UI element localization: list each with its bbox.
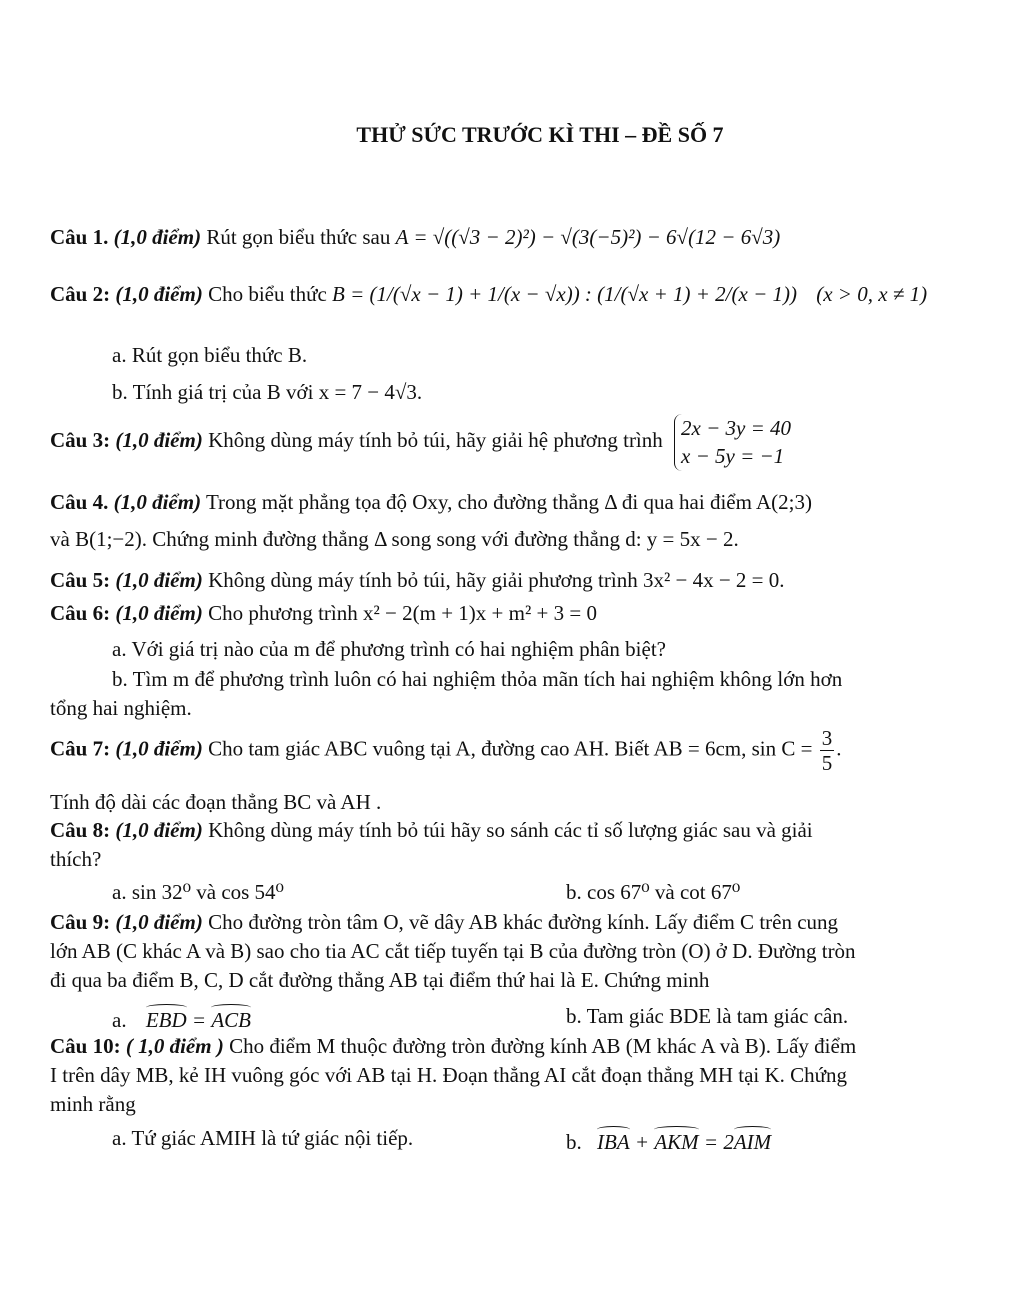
question-8 bbox=[50, 818, 813, 843]
q7-fraction bbox=[820, 726, 835, 775]
q7-text: Cho tam giác ABC vuông tại A, đường cao AH. Biết AB = 6cm, sin C = bbox=[208, 736, 813, 761]
q3-system bbox=[674, 414, 791, 471]
q9-line1: Cho đường tròn tâm O, vẽ dây AB khác đường kính. Lấy điểm C trên cung bbox=[208, 910, 839, 934]
q2-part-b: b. Tính giá trị của B với x = 7 − 4√3. bbox=[112, 380, 423, 404]
q10-b-term2: AKM bbox=[654, 1126, 698, 1155]
q1-points: (1,0 điểm) bbox=[113, 225, 202, 249]
q8-part-b: b. cos 67⁰ và cot 67⁰ bbox=[566, 880, 741, 904]
question-1 bbox=[50, 225, 780, 250]
q5-label: Câu 5: bbox=[50, 568, 111, 592]
q9-line3: đi qua ba điểm B, C, D cắt đường thẳng AB tại điểm thứ hai là E. Chứng minh bbox=[50, 968, 710, 992]
q1-text: Rút gọn biểu thức sau bbox=[206, 225, 391, 249]
q6-points: (1,0 điểm) bbox=[115, 601, 203, 625]
q10-part-a: a. Tứ giác AMIH là tứ giác nội tiếp. bbox=[112, 1126, 414, 1150]
question-7 bbox=[50, 726, 841, 775]
q7-points: (1,0 điểm) bbox=[115, 736, 203, 761]
q8-line2: thích? bbox=[50, 847, 102, 871]
q4-points: (1,0 điểm) bbox=[113, 490, 202, 514]
q10-line2: I trên dây MB, kẻ IH vuông góc với AB tại H. Đoạn thẳng AI cắt đoạn thẳng MH tại K. Chứng bbox=[50, 1063, 848, 1087]
q3-points: (1,0 điểm) bbox=[115, 428, 203, 453]
question-9 bbox=[50, 910, 838, 935]
q9-line2: lớn AB (C khác A và B) sao cho tia AC cắt tiếp tuyến tại B của đường tròn (O) ở D. Đường tròn bbox=[50, 939, 856, 963]
q10-b-eq: = 2 bbox=[698, 1130, 734, 1154]
q10-points: ( 1,0 điểm ) bbox=[125, 1034, 224, 1058]
q10-label: Câu 10: bbox=[50, 1034, 121, 1058]
q9-label: Câu 9: bbox=[50, 910, 111, 934]
question-3 bbox=[50, 414, 791, 471]
q5-text: Không dùng máy tính bỏ túi, hãy giải phương trình 3x² − 4x − 2 = 0. bbox=[208, 568, 785, 592]
q7-numerator: 3 bbox=[821, 726, 833, 750]
q6-part-b-line2: tổng hai nghiệm. bbox=[50, 696, 192, 720]
q8-label: Câu 8: bbox=[50, 818, 111, 842]
q9-a-eq: = bbox=[186, 1008, 212, 1032]
q10-part-b bbox=[566, 1126, 771, 1155]
q10-line1: Cho điểm M thuộc đường tròn đường kính AB (M khác A và B). Lấy điểm bbox=[229, 1034, 857, 1058]
question-6 bbox=[50, 601, 597, 626]
q3-eq2: x − 5y = −1 bbox=[681, 444, 785, 469]
q1-label: Câu 1. bbox=[50, 225, 109, 249]
q7-label: Câu 7: bbox=[50, 736, 111, 761]
q1-expr: A = √((√3 − 2)²) − √(3(−5)²) − 6√(12 − 6√3) bbox=[395, 225, 781, 249]
q9-a-prefix: a. bbox=[112, 1008, 127, 1032]
q2-points: (1,0 điểm) bbox=[115, 282, 203, 306]
q2-condition: (x > 0, x ≠ 1) bbox=[816, 282, 928, 306]
question-10 bbox=[50, 1034, 856, 1059]
q7-end: . bbox=[836, 736, 842, 761]
q8-line1: Không dùng máy tính bỏ túi hãy so sánh các tỉ số lượng giác sau và giải bbox=[208, 818, 813, 842]
q3-eq1: 2x − 3y = 40 bbox=[681, 416, 792, 440]
q8-part-a: a. sin 32⁰ và cos 54⁰ bbox=[112, 880, 284, 904]
q10-line3: minh rằng bbox=[50, 1092, 136, 1116]
q4-label: Câu 4. bbox=[50, 490, 109, 514]
q6-part-b-line1: b. Tìm m để phương trình luôn có hai nghiệm thỏa mãn tích hai nghiệm không lớn hơn bbox=[112, 667, 843, 691]
q6-part-a: a. Với giá trị nào của m để phương trình có hai nghiệm phân biệt? bbox=[112, 637, 666, 661]
q4-line2: và B(1;−2). Chứng minh đường thẳng Δ song song với đường thẳng d: y = 5x − 2. bbox=[50, 527, 739, 551]
q3-text: Không dùng máy tính bỏ túi, hãy giải hệ phương trình bbox=[208, 428, 663, 453]
question-2 bbox=[50, 282, 927, 307]
q9-part-b: b. Tam giác BDE là tam giác cân. bbox=[566, 1004, 849, 1028]
q6-text: Cho phương trình x² − 2(m + 1)x + m² + 3 = 0 bbox=[208, 601, 597, 625]
q2-part-a: a. Rút gọn biểu thức B. bbox=[112, 343, 308, 367]
q7-denominator: 5 bbox=[821, 751, 833, 776]
q10-b-term3: AIM bbox=[734, 1126, 771, 1155]
q9-a-lhs: EBD bbox=[146, 1004, 187, 1033]
q4-line1: Trong mặt phẳng tọa độ Oxy, cho đường thẳng Δ đi qua hai điểm A(2;3) bbox=[205, 490, 813, 514]
question-5 bbox=[50, 568, 785, 593]
q8-points: (1,0 điểm) bbox=[115, 818, 203, 842]
question-4 bbox=[50, 490, 812, 515]
q10-b-term1: IBA bbox=[597, 1126, 630, 1155]
q6-label: Câu 6: bbox=[50, 601, 111, 625]
q10-b-prefix: b. bbox=[566, 1130, 582, 1154]
q10-b-plus: + bbox=[629, 1130, 655, 1154]
q9-part-a bbox=[112, 1004, 251, 1033]
q7-line2: Tính độ dài các đoạn thẳng BC và AH . bbox=[50, 790, 382, 814]
q3-label: Câu 3: bbox=[50, 428, 111, 453]
q2-text: Cho biểu thức bbox=[208, 282, 327, 306]
q2-label: Câu 2: bbox=[50, 282, 111, 306]
q2-expr: B = (1/(√x − 1) + 1/(x − √x)) : (1/(√x + 1) + 2/(x − 1)) bbox=[332, 282, 797, 306]
q5-points: (1,0 điểm) bbox=[115, 568, 203, 592]
page-title: THỬ SỨC TRƯỚC KÌ THI – ĐỀ SỐ 7 bbox=[356, 122, 724, 147]
q9-a-rhs: ACB bbox=[211, 1004, 251, 1033]
q9-points: (1,0 điểm) bbox=[115, 910, 203, 934]
